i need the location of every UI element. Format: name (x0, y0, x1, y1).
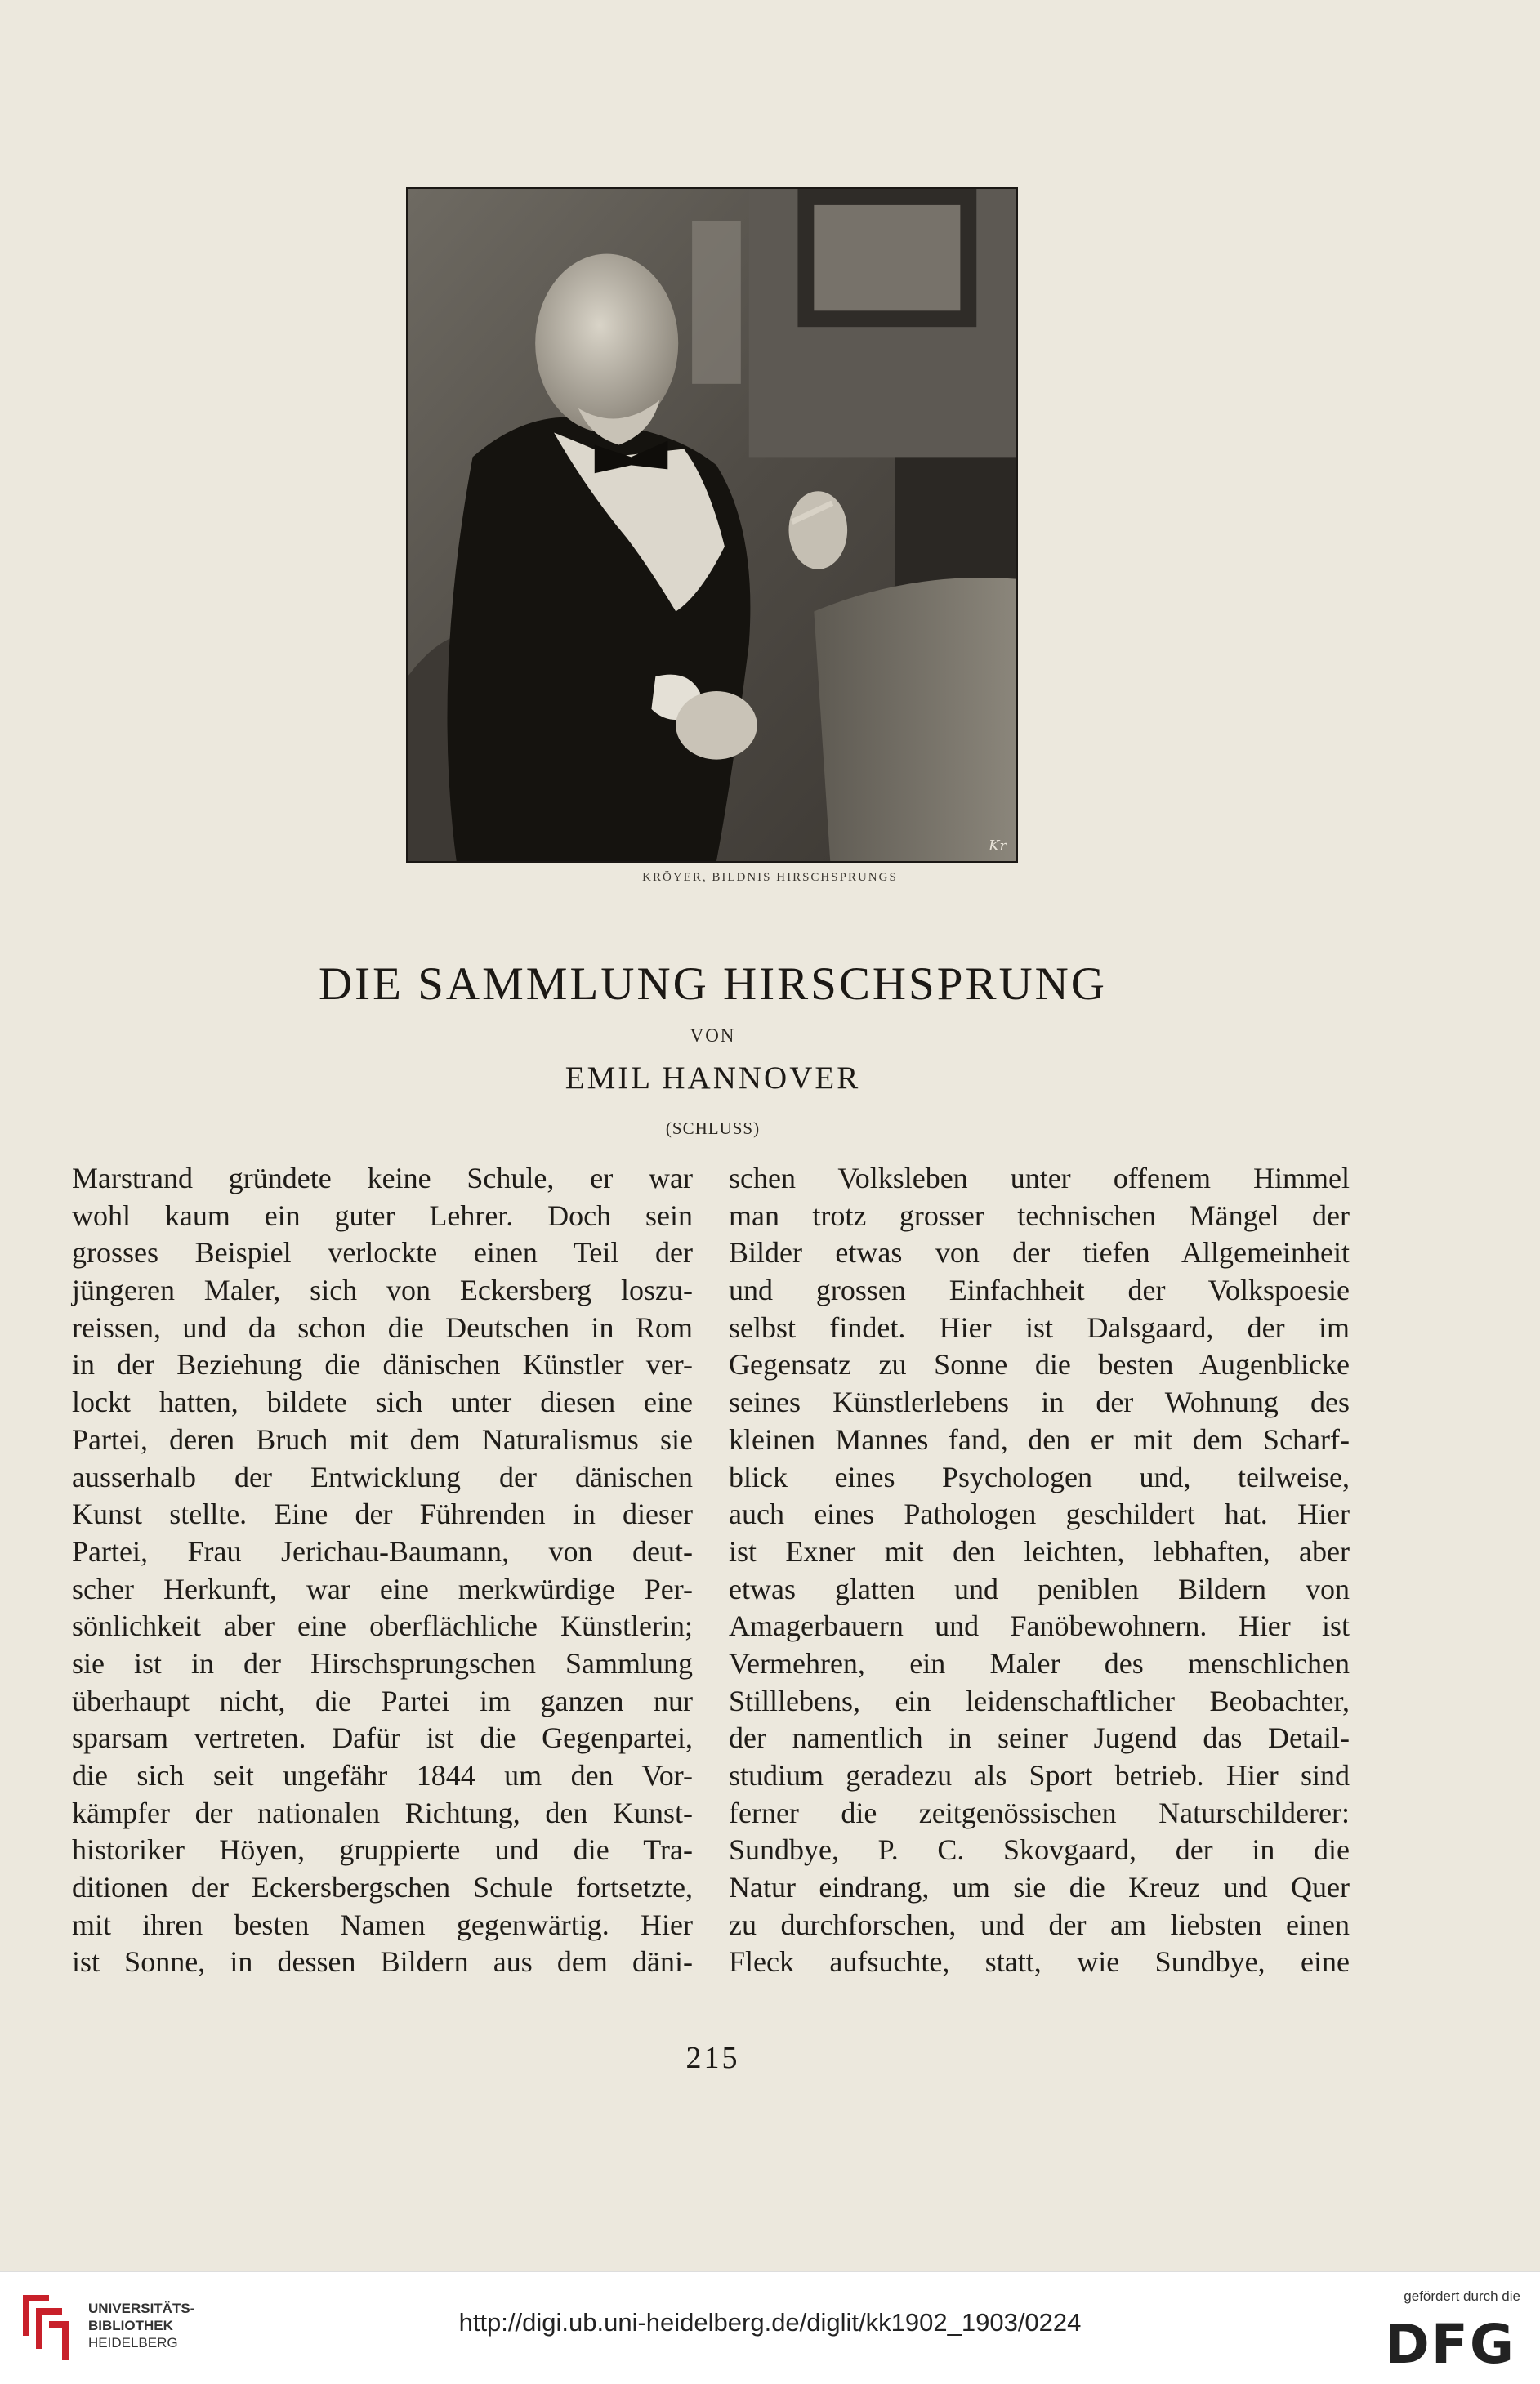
permalink-url[interactable]: http://digi.ub.uni-heidelberg.de/diglit/kk1902_1903/0224 (458, 2308, 1082, 2337)
library-name-line3: HEIDELBERG (88, 2335, 178, 2351)
dfg-logo: DFG (1384, 2313, 1515, 2376)
text-line: der namentlich in seiner Jugend das Detail- (729, 1721, 1350, 1755)
text-line: Kunst stellte. Eine der Führenden in dieser (72, 1498, 693, 1531)
signature-monogram: Kr (988, 837, 1007, 855)
figure-caption: KRÖYER, BILDNIS HIRSCHSPRUNGS (642, 871, 898, 884)
text-line: sie ist in der Hirschsprungschen Sammlung (72, 1646, 693, 1680)
text-line: überhaupt nicht, die Partei im ganzen nur (72, 1684, 693, 1717)
text-line: scher Herkunft, war eine merkwürdige Per- (72, 1572, 693, 1605)
text-line: Gegensatz zu Sonne die besten Augenblicke (729, 1348, 1350, 1382)
article-author: EMIL HANNOVER (565, 1060, 861, 1096)
text-line: Partei, Frau Jerichau-Baumann, von deut- (72, 1534, 693, 1568)
text-line: mit ihren besten Namen gegenwärtig. Hier (72, 1908, 693, 1941)
text-line: studium geradezu als Sport betrieb. Hier sind (729, 1759, 1350, 1792)
text-line: reissen, und da schon die Deutschen in Rom (72, 1310, 693, 1344)
text-line: seines Künstlerlebens in der Wohnung des (729, 1386, 1350, 1419)
text-line: Natur eindrang, um sie die Kreuz und Quer (729, 1871, 1350, 1904)
text-line: wohl kaum ein guter Lehrer. Doch sein (72, 1199, 693, 1232)
text-line: jüngeren Maler, sich von Eckersberg loszu- (72, 1274, 693, 1307)
library-name-line2: BIBLIOTHEK (88, 2318, 173, 2333)
page-number: 215 (685, 2041, 740, 2075)
text-line: schen Volksleben unter offenem Himmel (729, 1162, 1350, 1194)
digitization-footer (0, 2271, 1540, 2384)
text-line: ist Sonne, in dessen Bildern aus dem däni- (72, 1945, 693, 1979)
text-line: grosses Beispiel verlockte einen Teil der (72, 1236, 693, 1270)
text-line: lockt hatten, bildete sich unter diesen eine (72, 1386, 693, 1419)
text-line: ist Exner mit den leichten, lebhaften, aber (729, 1534, 1350, 1568)
text-line: auch eines Pathologen geschildert hat. Hier (729, 1498, 1350, 1531)
text-line: Marstrand gründete keine Schule, er war (72, 1162, 693, 1194)
portrait-image (408, 189, 1016, 861)
text-line: Amagerbauern und Fanöbewohnern. Hier ist (729, 1609, 1350, 1643)
text-line: man trotz grosser technischen Mängel der (729, 1199, 1350, 1232)
text-line: historiker Höyen, gruppierte und die Tra- (72, 1833, 693, 1867)
text-line: Fleck aufsuchte, statt, wie Sundbye, eine (729, 1945, 1350, 1979)
byline-von: VON (690, 1025, 736, 1046)
text-line: ferner die zeitgenössischen Naturschilderer: (729, 1796, 1350, 1829)
text-line: blick eines Psychologen und, teilweise, (729, 1460, 1350, 1493)
text-line: ditionen der Eckersbergschen Schule fortsetzte, (72, 1871, 693, 1904)
article-continuation-note: (SCHLUSS) (665, 1118, 761, 1138)
text-line: selbst findet. Hier ist Dalsgaard, der im (729, 1310, 1350, 1344)
text-line: Stilllebens, ein leidenschaftlicher Beobachter, (729, 1684, 1350, 1717)
funding-note: gefördert durch die (1404, 2288, 1520, 2304)
portrait-photograph (406, 187, 1018, 863)
text-column-left (72, 1160, 693, 1981)
text-column-right (729, 1160, 1350, 1981)
text-line: in der Beziehung die dänischen Künstler ver- (72, 1348, 693, 1382)
text-line: die sich seit ungefähr 1844 um den Vor- (72, 1759, 693, 1792)
text-line: kleinen Mannes fand, den er mit dem Scharf- (729, 1422, 1350, 1456)
library-name-line1: UNIVERSITÄTS- (88, 2301, 195, 2316)
text-line: ausserhalb der Entwicklung der dänischen (72, 1460, 693, 1493)
text-line: Partei, deren Bruch mit dem Naturalismus sie (72, 1422, 693, 1456)
text-line: kämpfer der nationalen Richtung, den Kunst- (72, 1796, 693, 1829)
text-line: zu durchforschen, und der am liebsten einen (729, 1908, 1350, 1941)
article-title: DIE SAMMLUNG HIRSCHSPRUNG (319, 958, 1107, 1010)
text-line: sönlichkeit aber eine oberflächliche Künstlerin; (72, 1609, 693, 1643)
text-line: Vermehren, ein Maler des menschlichen (729, 1646, 1350, 1680)
text-line: und grossen Einfachheit der Volkspoesie (729, 1274, 1350, 1307)
text-line: Sundbye, P. C. Skovgaard, der in die (729, 1833, 1350, 1867)
text-line: etwas glatten und peniblen Bildern von (729, 1572, 1350, 1605)
text-line: sparsam vertreten. Dafür ist die Gegenpartei, (72, 1721, 693, 1755)
text-line: Bilder etwas von der tiefen Allgemeinheit (729, 1236, 1350, 1270)
